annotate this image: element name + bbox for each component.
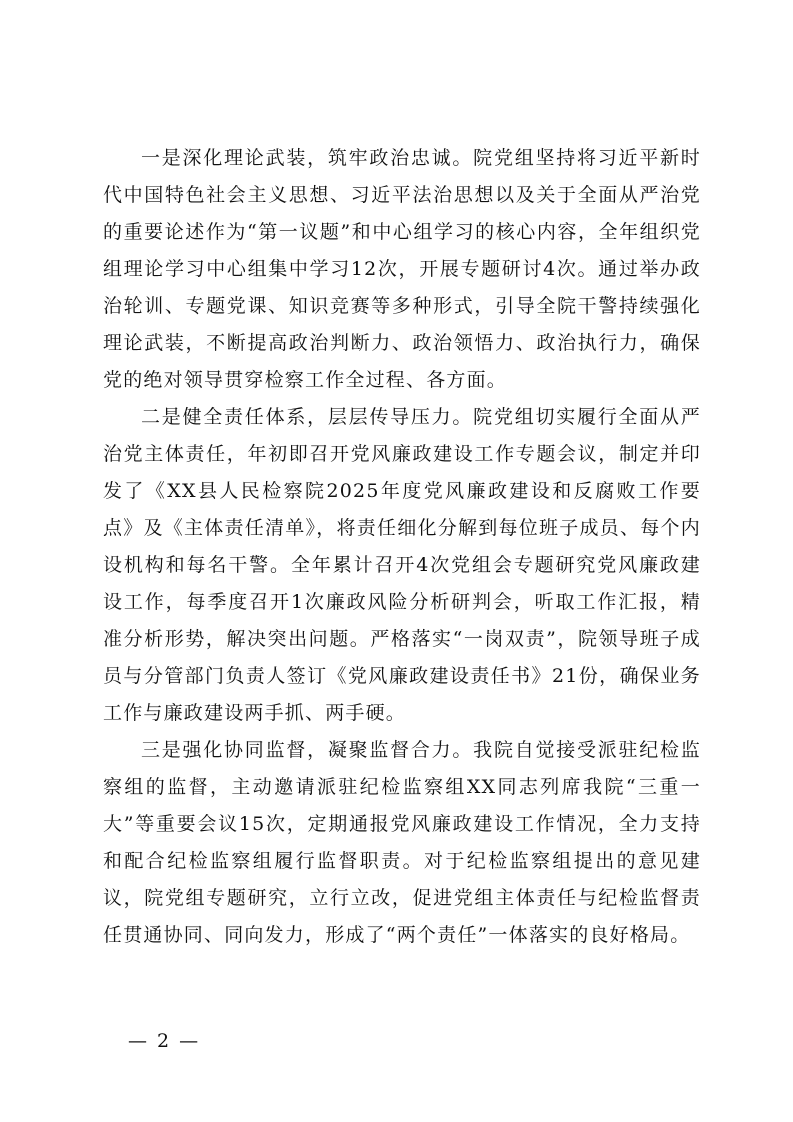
paragraph-coordinated-supervision: 三是强化协同监督，凝聚监督合力。我院自觉接受派驻纪检监察组的监督，主动邀请派驻纪检监察组XX同志列席我院“三重一大”等重要会议15次，定期通报党风廉政建设工作情况，全力支持和配合纪检监察组履行监督职责。对于纪检监察组提出的意见建议，院党组专题研究，立行立改，促进党组主体责任与纪检监督责任贯通协同、同向发力，形成了“两个责任”一体落实的良好格局。: [103, 739, 701, 946]
paragraph-responsibility-system: 二是健全责任体系，层层传导压力。院党组切实履行全面从严治党主体责任，年初即召开党风廉政建设工作专题会议，制定并印发了《XX县人民检察院2025年度党风廉政建设和反腐败工作要点》及《主体责任清单》，将责任细化分解到每位班子成员、每个内设机构和每名干警。全年累计召开4次党组会专题研究党风廉政建设工作，每季度召开1次廉政风险分析研判会，听取工作汇报，精准分析形势，解决突出问题。严格落实“一岗双责”，院领导班子成员与分管部门负责人签订《党风廉政建设责任书》21份，确保业务工作与廉政建设两手抓、两手硬。: [103, 406, 701, 724]
document-body: [103, 140, 701, 954]
page-number: — 2 —: [128, 1030, 201, 1052]
paragraph-ideological-arming: 一是深化理论武装，筑牢政治忠诚。院党组坚持将习近平新时代中国特色社会主义思想、习近平法治思想以及关于全面从严治党的重要论述作为“第一议题”和中心组学习的核心内容，全年组织党组理论学习中心组集中学习12次，开展专题研讨4次。通过举办政治轮训、专题党课、知识竞赛等多种形式，引导全院干警持续强化理论武装，不断提高政治判断力、政治领悟力、政治执行力，确保党的绝对领导贯穿检察工作全过程、各方面。: [103, 147, 701, 391]
